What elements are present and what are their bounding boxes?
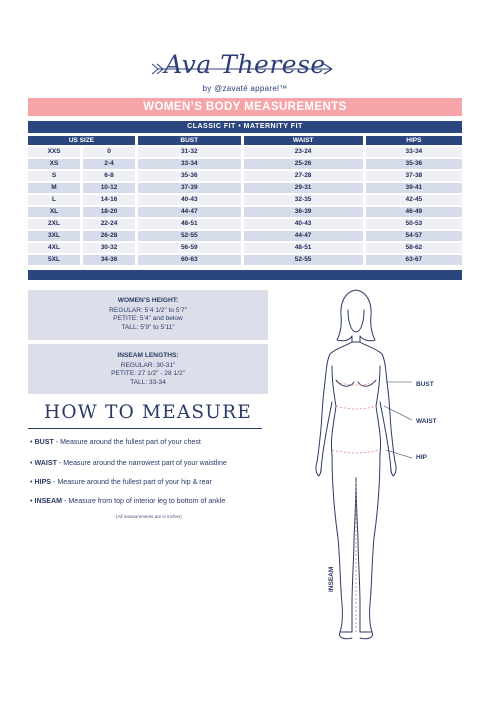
bust-value: 37-39 xyxy=(138,183,241,193)
hips-value: 42-45 xyxy=(366,195,462,205)
table-row xyxy=(28,207,462,217)
body-figure xyxy=(300,282,437,652)
waist-value: 44-47 xyxy=(244,231,363,241)
height-heading: WOMEN’S HEIGHT: xyxy=(117,297,179,304)
size-letter: M xyxy=(28,183,80,193)
bust-value: 60-63 xyxy=(138,255,241,265)
inseam-tall: TALL: 33-34 xyxy=(130,378,166,386)
size-number: 26-28 xyxy=(83,231,135,241)
waist-value: 48-51 xyxy=(244,243,363,253)
bullet-term: INSEAM xyxy=(34,497,63,505)
bullet-term: WAIST xyxy=(34,459,57,467)
brand-byline: by @zavaté apparel™ xyxy=(202,84,288,93)
bullet-text: - Measure from top of interior leg to bottom of ankle xyxy=(62,497,226,505)
size-number: 22-24 xyxy=(83,219,135,229)
table-row xyxy=(28,147,462,157)
size-letter: 5XL xyxy=(28,255,80,265)
inseam-box xyxy=(28,344,268,394)
size-number: 0 xyxy=(83,147,135,157)
bust-value: 40-43 xyxy=(138,195,241,205)
size-number: 18-20 xyxy=(83,207,135,217)
waist-value: 52-55 xyxy=(244,255,363,265)
hips-value: 46-49 xyxy=(366,207,462,217)
table-row xyxy=(28,255,462,265)
size-letter: 2XL xyxy=(28,219,80,229)
bullet-text: - Measure around the fullest part of your chest xyxy=(53,438,201,446)
divider xyxy=(28,428,262,429)
bust-value: 48-51 xyxy=(138,219,241,229)
hips-value: 50-53 xyxy=(366,219,462,229)
table-row xyxy=(28,243,462,253)
waist-value: 36-39 xyxy=(244,207,363,217)
bullet-text: - Measure around the narrowest part of your waistline xyxy=(56,459,227,467)
list-item: • HIPS - Measure around the fullest part of your hip & rear xyxy=(30,478,212,486)
list-item: • WAIST - Measure around the narrowest part of your waistline xyxy=(30,459,227,467)
waist-value: 23-24 xyxy=(244,147,363,157)
inseam-label: INSEAM xyxy=(328,566,335,592)
waist-label: WAIST xyxy=(416,418,437,425)
table-row xyxy=(28,171,462,181)
bust-value: 56-59 xyxy=(138,243,241,253)
hips-value: 39-41 xyxy=(366,183,462,193)
bust-label: BUST xyxy=(416,381,434,388)
bust-value: 35-36 xyxy=(138,171,241,181)
table-row xyxy=(28,195,462,205)
hips-value: 63-67 xyxy=(366,255,462,265)
waist-value: 32-35 xyxy=(244,195,363,205)
table-row xyxy=(28,183,462,193)
fit-subtitle: CLASSIC FIT • MATERNITY FIT xyxy=(28,121,462,133)
bust-value: 52-55 xyxy=(138,231,241,241)
table-header-row xyxy=(28,136,462,145)
list-item: • INSEAM - Measure from top of interior leg to bottom of ankle xyxy=(30,497,226,505)
hips-value: 35-36 xyxy=(366,159,462,169)
height-petite: PETITE: 5’4” and below xyxy=(113,315,183,322)
size-letter: 4XL xyxy=(28,243,80,253)
inseam-heading: INSEAM LENGTHS: xyxy=(117,352,179,359)
size-number: 34-36 xyxy=(83,255,135,265)
table-row xyxy=(28,231,462,241)
size-letter: L xyxy=(28,195,80,205)
brand-name: Ava Therese xyxy=(164,50,326,79)
header-bust: BUST xyxy=(138,136,241,145)
silhouette-illustration xyxy=(300,282,430,652)
size-letter: XXS xyxy=(28,147,80,157)
hips-value: 37-38 xyxy=(366,171,462,181)
size-letter: XS xyxy=(28,159,80,169)
size-letter: 3XL xyxy=(28,231,80,241)
waist-value: 25-26 xyxy=(244,159,363,169)
bullet-term: BUST xyxy=(34,438,54,446)
height-tall: TALL: 5’9” to 5’11” xyxy=(121,323,175,331)
bust-value: 31-32 xyxy=(138,147,241,157)
waist-value: 27-28 xyxy=(244,171,363,181)
table-row xyxy=(28,159,462,169)
page-title: WOMEN’S BODY MEASUREMENTS xyxy=(28,98,462,116)
waist-value: 40-43 xyxy=(244,219,363,229)
hips-value: 58-62 xyxy=(366,243,462,253)
how-to-title: HOW TO MEASURE xyxy=(44,402,252,423)
list-item: • BUST - Measure around the fullest part of your chest xyxy=(30,438,201,446)
header-hips: HIPS xyxy=(366,136,462,145)
size-letter: S xyxy=(28,171,80,181)
size-table xyxy=(28,134,462,267)
table-row xyxy=(28,219,462,229)
size-number: 10-12 xyxy=(83,183,135,193)
table-footer-bar xyxy=(28,270,462,280)
bullet-text: - Measure around the fullest part of your hip & rear xyxy=(51,478,212,486)
inseam-regular: REGULAR: 30-31” xyxy=(120,361,176,369)
waist-value: 29-31 xyxy=(244,183,363,193)
size-number: 14-16 xyxy=(83,195,135,205)
height-box xyxy=(28,290,268,340)
bullet-term: HIPS xyxy=(34,478,52,486)
hips-value: 33-34 xyxy=(366,147,462,157)
hip-label: HIP xyxy=(416,454,427,461)
size-number: 6-8 xyxy=(83,171,135,181)
header-us-size: US SIZE xyxy=(28,136,135,145)
header-waist: WAIST xyxy=(244,136,363,145)
inseam-petite: PETITE: 27 1/2” - 28 1/2” xyxy=(111,370,185,377)
bust-value: 33-34 xyxy=(138,159,241,169)
size-number: 30-32 xyxy=(83,243,135,253)
size-number: 2-4 xyxy=(83,159,135,169)
footnote: (All measurements are in inches) xyxy=(116,514,182,519)
size-letter: XL xyxy=(28,207,80,217)
hips-value: 54-57 xyxy=(366,231,462,241)
bust-value: 44-47 xyxy=(138,207,241,217)
height-regular: REGULAR: 5’4 1/2” to 5’7” xyxy=(109,306,187,314)
